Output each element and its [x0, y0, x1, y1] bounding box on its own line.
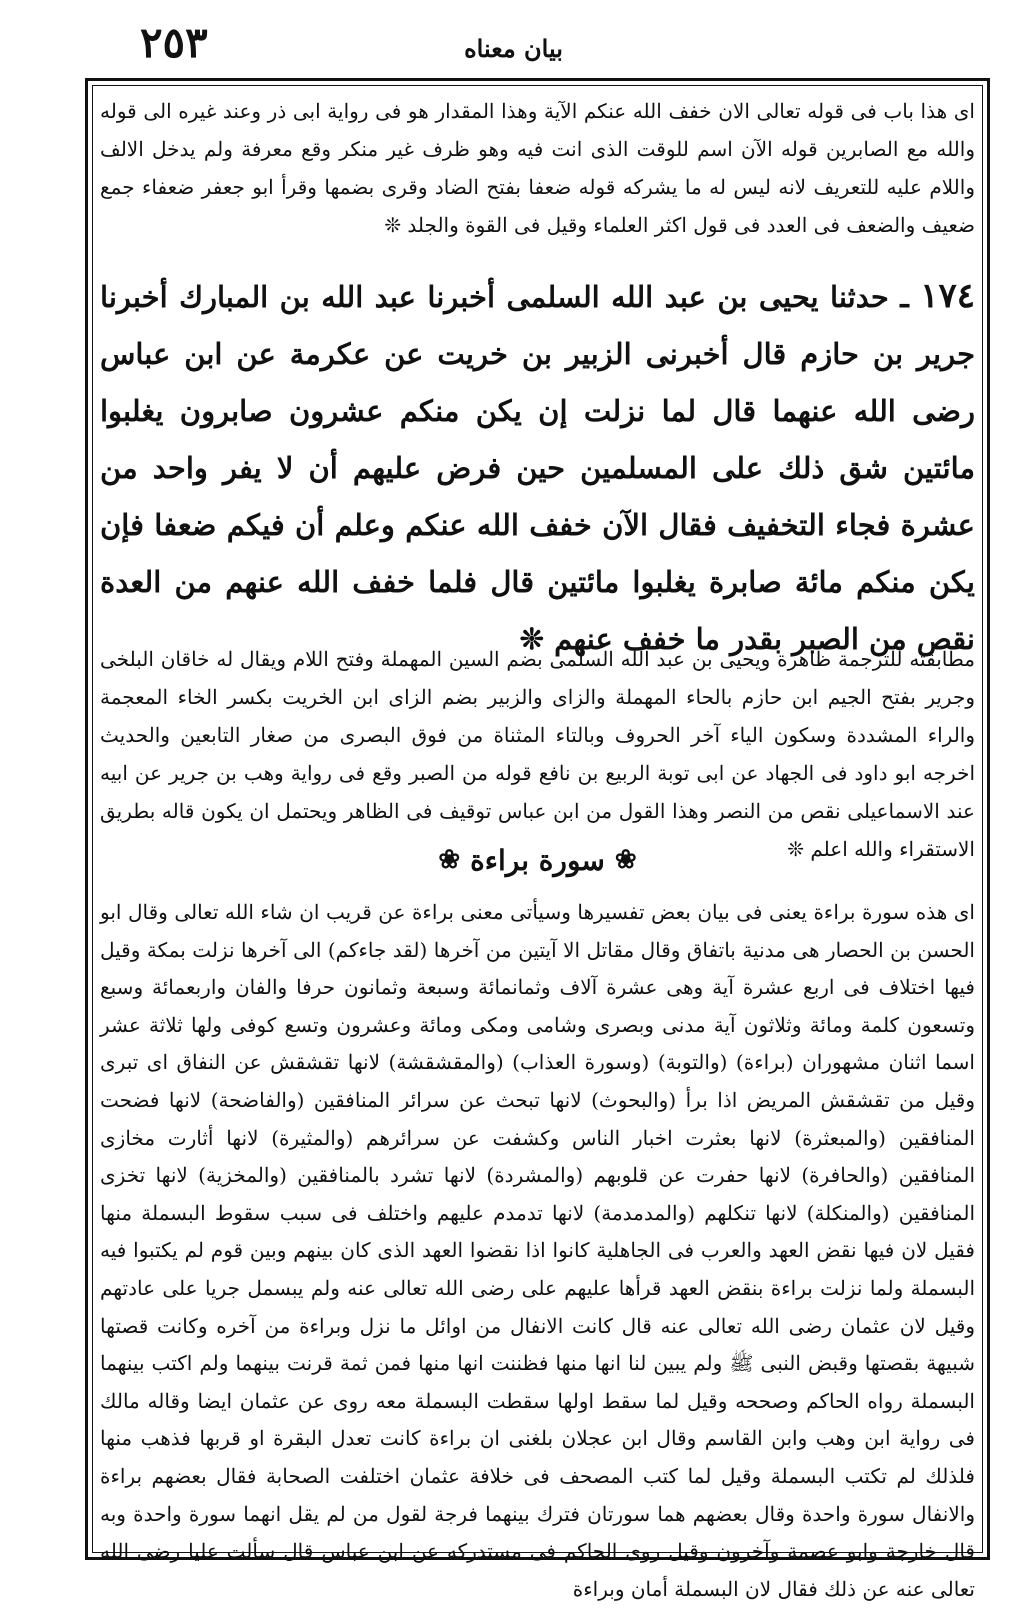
running-head: بيان معناه: [464, 34, 563, 63]
hadith-dash: ـ: [888, 280, 909, 314]
commentary-paragraph: اى هذه سورة براءة يعنى فى بيان بعض تفسيرها وسيأتى معنى براءة عن قريب ان شاء الله تعالى وقال ابو الحسن بن الحصار هى مدنية باتفاق وقال مقاتل الا آيتين من آخرها (لقد جاءكم) الى آخرها نزلت بمكة وقيل فيها اختلاف فى اربع عشرة آية وهى عشرة آلاف وثمانمائة وسبعة وثمانون حرفا والفان واربعمائة وسبع وتسعون كلمة ومائة وثلاثون آية مدنى وبصرى وشامى ومكى ومائة وعشرون وتسع كوفى ولها ثلاثة عشر اسما اثنان مشهوران (براءة) (والتوبة) (وسورة العذاب) (والمقشقشة) لانها تقشقش عن النفاق اى تبرى وقيل من تقشقش المريض اذا برأ (والبحوث) لانها تبحث عن سرائر المنافقين (والفاضحة) لانها فضحت المنافقين (والمبعثرة) لانها بعثرت اخبار الناس وكشفت عن سرائرهم (والمثيرة) لانها أثارت مخازى المنافقين (والحافرة) لانها حفرت عن قلوبهم (والمشردة) لانها تشرد بالمنافقين (والمخزية) لانها تخزى المنافقين (والمنكلة) لانها تنكلهم (والمدمدمة) لانها تدمدم عليهم واختلف فى سبب سقوط البسملة منها فقيل لان فيها نقض العهد والعرب فى الجاهلية كانوا اذا نقضوا العهد الذى كان بينهم وبين قوم لم يكتبوا فيه البسملة ولما نزلت براءة بنقض العهد قرأها عليهم على رضى الله تعالى عنه ولم يبسمل جريا على عادتهم وقيل لان عثمان رضى الله تعالى عنه قال كانت الانفال من اوائل ما نزل وبراءة من آخره وكانت قصتها شبيهة بقصتها وقبض النبى ﷺ ولم يبين لنا انها منها فظننت انها منها فمن ثمة قرنت بينهما ولم اكتب بينهما البسملة رواه الحاكم وصححه وقيل لما سقط اولها سقطت البسملة معه روى عن عثمان ايضا وقاله مالك فى رواية ابن وهب وابن القاسم وقال ابن عجلان بلغنى ان براءة كانت تعدل البقرة او قربها فذهب منها فلذلك لم تكتب البسملة وقيل لما كتب المصحف فى خلافة عثمان اختلفت الصحابة فقال بعضهم براءة والانفال سورة واحدة وقال بعضهم هما سورتان فترك بينهما فرجة لقول من لم يقل انهما سورة واحدة وبه قال خارجة وابو عصمة وآخرون وقيل روى الحاكم فى مستدركه عن ابن عباس قال سألت عليا رضى الله تعالى عنه عن ذلك فقال لان البسملة أمان وبراءة: [100, 900, 975, 1601]
page-header: [40, 12, 987, 70]
commentary-paragraph: مطابقته للترجمة ظاهرة ويحيى بن عبد الله السلمى بضم السين المهملة وفتح اللام ويقال له خاقان البلخى وجرير بفتح الجيم ابن حازم بالحاء المهملة والزاى والزبير بضم الزاى ابن الخريت بكسر الخاء المعجمة والراء المشددة وسكون الياء آخر الحروف وبالتاء المثناة من فوق البصرى من صغار التابعين والحديث اخرجه ابو داود فى الجهاد عن ابى توبة الربيع بن نافع قوله من الصبر وقع فى رواية وهب بن جرير عن ابيه عند الاسماعيلى نقص من النصر وهذا القول من ابن عباس توقيف فى الظاهر ويحتمل ان يكون قاله بطريق الاستقراء والله اعلم ❊: [100, 647, 976, 861]
page-number: ٢٥٣: [140, 18, 208, 67]
hadith-number: ١٧٤: [920, 276, 976, 316]
hadith-text: [100, 268, 976, 656]
page-body: [100, 92, 976, 1601]
surah-title: سورة براءة: [470, 843, 605, 877]
ornament-icon: ❀: [438, 845, 461, 875]
hadith-body: حدثنا يحيى بن عبد الله السلمى أخبرنا عبد الله بن المبارك أخبرنا جرير بن حازم قال أخبرنى الزبير بن خريت عن عكرمة عن ابن عباس رضى الله عنهما قال لما نزلت إن يكن منكم عشرون صابرون يغلبوا مائتين شق ذلك على المسلمين حين فرض عليهم أن لا يفر واحد من عشرة فجاء التخفيف فقال الآن خفف الله عنكم وعلم أن فيكم ضعفا فإن يكن منكم مائة صابرة يغلبوا مائتين قال فلما خفف الله عنهم من العدة نقص من الصبر بقدر ما خفف عنهم ❊: [100, 280, 975, 656]
ornament-icon: ❀: [614, 845, 637, 875]
commentary-paragraph: اى هذا باب فى قوله تعالى الان خفف الله عنكم الآية وهذا المقدار هو فى رواية ابى ذر وعند غيره الى قوله والله مع الصابرين قوله الآن اسم للوقت الذى انت فيه وهو ظرف غير منكر وقع معرفة ولم يدخل الالف واللام عليه للتعريف لانه ليس له ما يشركه قوله ضعفا بفتح الضاد وقرى بضمها وقرأ ابو جعفر ضعفاء جمع ضعيف والضعف فى العدد فى قول اكثر العلماء وقيل فى القوة والجلد ❊: [100, 99, 975, 237]
